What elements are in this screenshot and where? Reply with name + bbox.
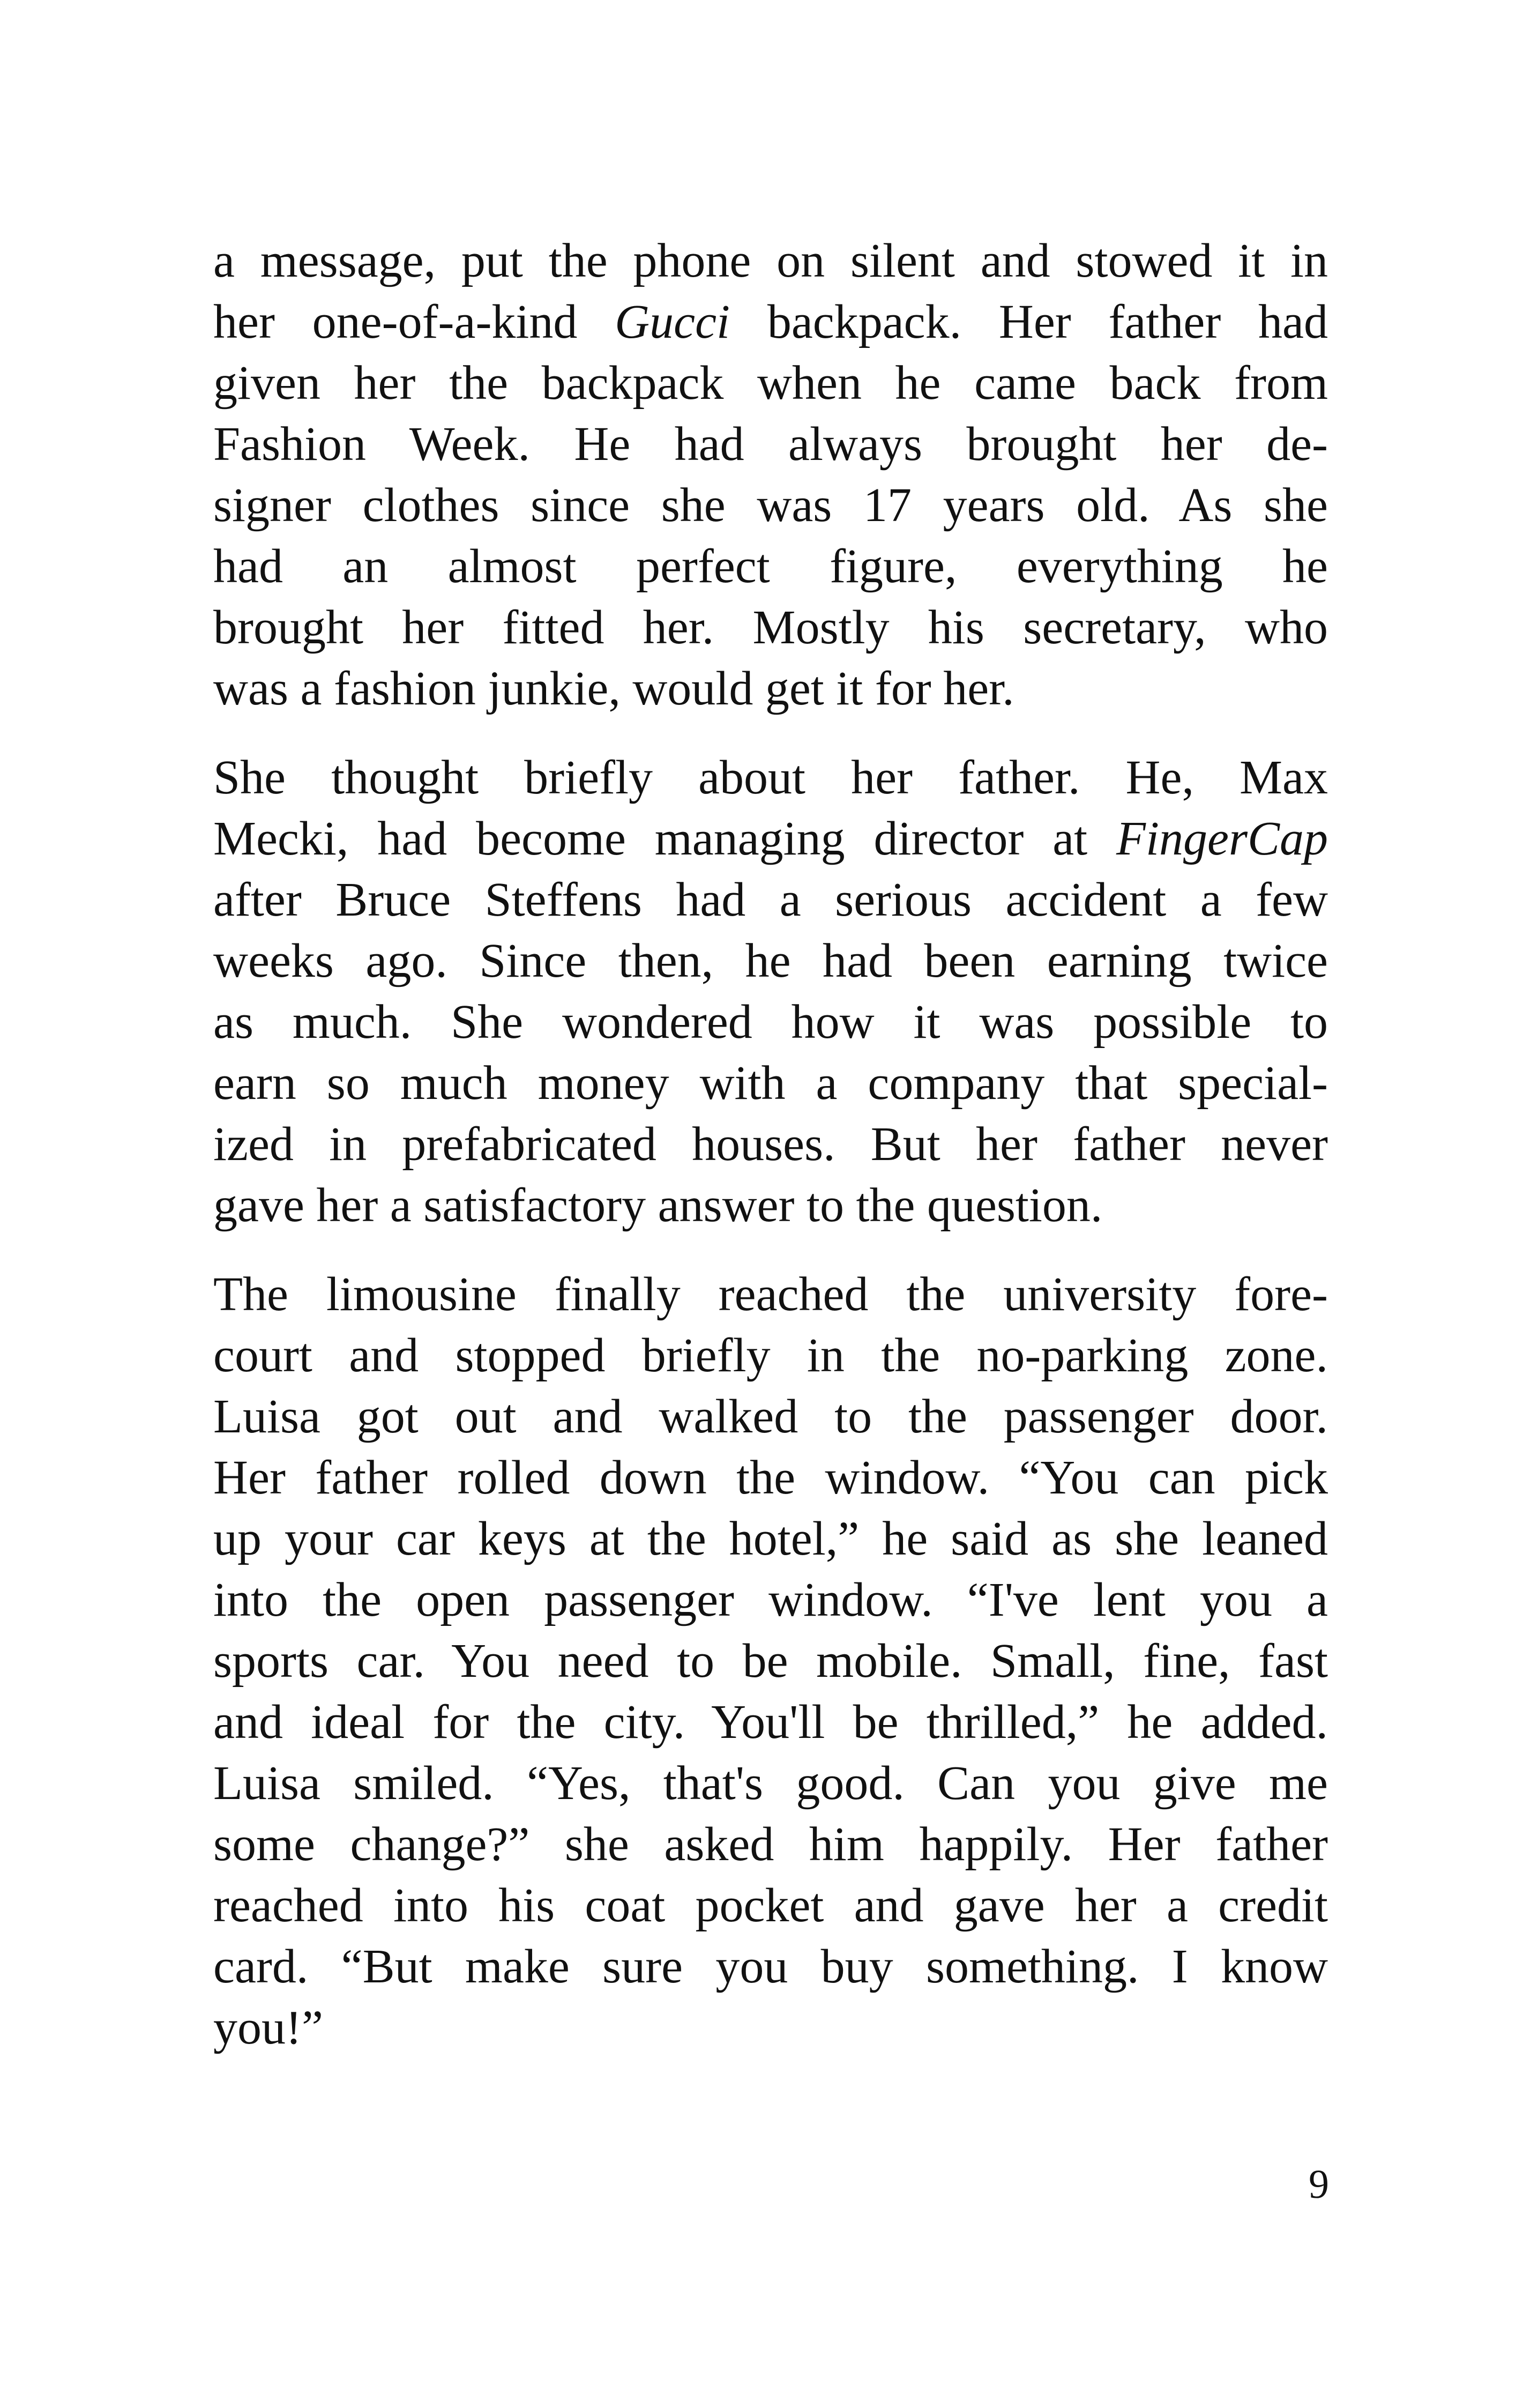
text-line: Mecki, had become managing director at FingerCap xyxy=(213,812,1328,865)
text-line: up your car keys at the hotel,” he said as she leaned xyxy=(213,1512,1328,1565)
text-line: signer clothes since she was 17 years old. As she xyxy=(213,479,1328,532)
text-line: The limousine finally reached the university fore- xyxy=(213,1268,1328,1321)
paragraph xyxy=(213,747,1328,1236)
text-line: earn so much money with a company that special- xyxy=(213,1057,1328,1110)
paragraph xyxy=(213,231,1328,719)
text-line: into the open passenger window. “I've lent you a xyxy=(213,1573,1328,1626)
text-line: had an almost perfect figure, everything he xyxy=(213,540,1328,593)
text-line: gave her a satisfactory answer to the question. xyxy=(213,1179,1103,1232)
text-line: some change?” she asked him happily. Her father xyxy=(213,1818,1328,1871)
text-line: card. “But make sure you buy something. I know xyxy=(213,1940,1328,1993)
text-line: She thought briefly about her father. He, Max xyxy=(213,751,1328,804)
text-line: Her father rolled down the window. “You can pick xyxy=(213,1451,1328,1504)
text-line: weeks ago. Since then, he had been earning twice xyxy=(213,934,1328,987)
body-text xyxy=(213,231,1328,2086)
italic-text: Gucci xyxy=(615,295,730,348)
text-line: Luisa got out and walked to the passenger door. xyxy=(213,1390,1328,1443)
text-line: reached into his coat pocket and gave her a credit xyxy=(213,1879,1328,1932)
text-line: you!” xyxy=(213,2001,323,2054)
italic-text: FingerCap xyxy=(1116,812,1328,865)
page-number: 9 xyxy=(1309,2162,1329,2207)
text-line: as much. She wondered how it was possible to xyxy=(213,995,1328,1049)
text-line: ized in prefabricated houses. But her father never xyxy=(213,1118,1328,1171)
text-line: Fashion Week. He had always brought her de- xyxy=(213,418,1328,471)
paragraph xyxy=(213,1264,1328,2058)
text-line: a message, put the phone on silent and stowed it in xyxy=(213,234,1328,287)
text-line: sports car. You need to be mobile. Small, fine, fast xyxy=(213,1634,1328,1688)
text-line: brought her fitted her. Mostly his secretary, who xyxy=(213,601,1328,654)
text-line: after Bruce Steffens had a serious accident a few xyxy=(213,873,1328,926)
text-line: was a fashion junkie, would get it for her. xyxy=(213,662,1014,715)
text-line: and ideal for the city. You'll be thrilled,” he added. xyxy=(213,1696,1328,1749)
text-line: given her the backpack when he came back from xyxy=(213,356,1328,410)
text-line: court and stopped briefly in the no-parking zone. xyxy=(213,1329,1328,1382)
text-line: Luisa smiled. “Yes, that's good. Can you give me xyxy=(213,1757,1328,1810)
text-line: her one-of-a-kind Gucci backpack. Her father had xyxy=(213,295,1328,348)
